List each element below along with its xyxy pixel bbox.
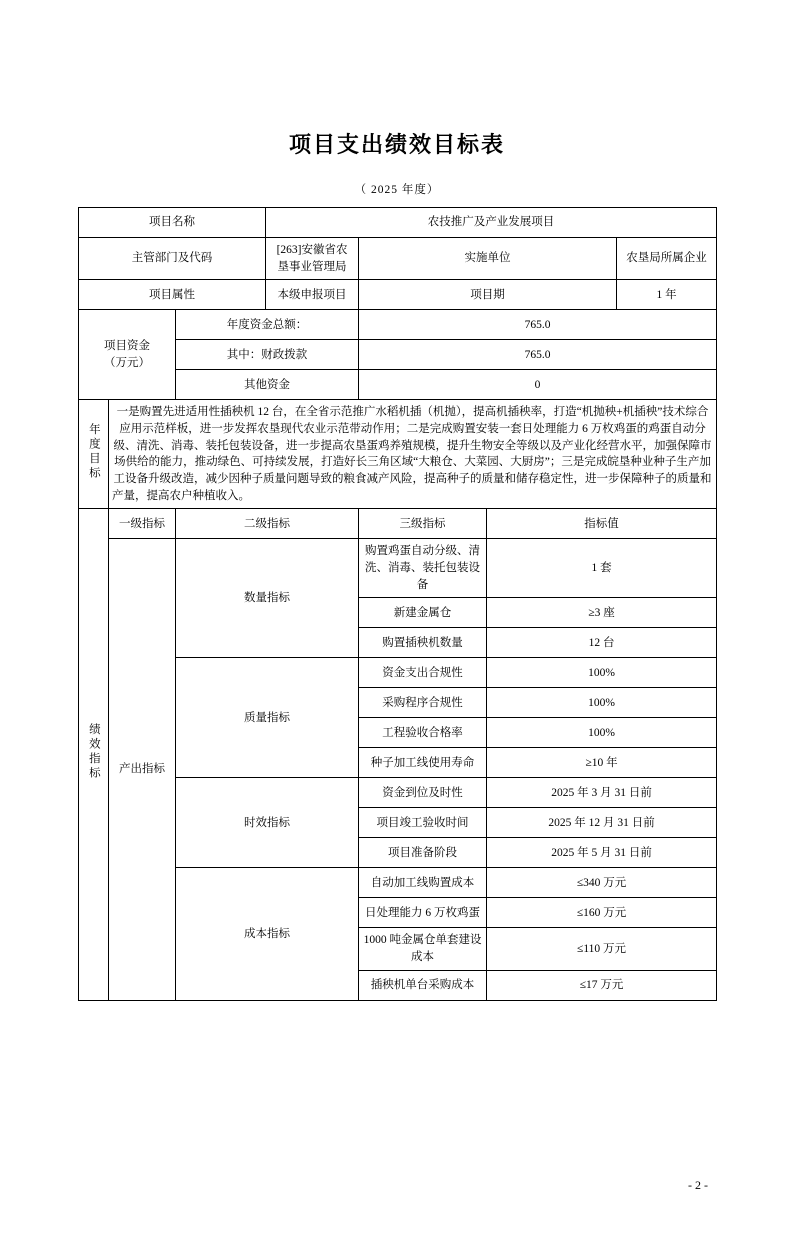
indicator-value: ≥10 年 <box>487 748 717 778</box>
indicator-value: ≤160 万元 <box>487 898 717 928</box>
level3-indicator-name: 种子加工线使用寿命 <box>359 748 487 778</box>
project-name-value: 农技推广及产业发展项目 <box>266 208 717 238</box>
performance-goal-table <box>78 207 717 1001</box>
funds-label-line1: 项目资金 <box>104 340 150 353</box>
indicator-value: 2025 年 12 月 31 日前 <box>487 808 717 838</box>
level2-quality-indicator: 质量指标 <box>176 658 359 778</box>
indicator-value: ≤17 万元 <box>487 970 717 1000</box>
level3-indicator-name: 1000 吨金属仓单套建设成本 <box>359 928 487 970</box>
level3-indicator-name: 采购程序合规性 <box>359 688 487 718</box>
level3-indicator-name: 购置插秧机数量 <box>359 628 487 658</box>
indicator-value: ≤110 万元 <box>487 928 717 970</box>
level3-indicator-name: 插秧机单台采购成本 <box>359 970 487 1000</box>
funds-fiscal-label: 其中：财政拨款 <box>176 340 359 370</box>
annual-goal-label <box>79 400 109 509</box>
indicator-value: ≤340 万元 <box>487 868 717 898</box>
col-header-level1: 一级指标 <box>109 509 176 539</box>
performance-indicator-label <box>79 509 109 1000</box>
col-header-level3: 三级指标 <box>359 509 487 539</box>
indicator-value: 2025 年 3 月 31 日前 <box>487 778 717 808</box>
table-row <box>79 310 717 340</box>
table-row <box>79 539 717 598</box>
period-value: 1 年 <box>617 280 717 310</box>
page-number: - 2 - <box>688 1178 708 1192</box>
funds-total-label: 年度资金总额： <box>176 310 359 340</box>
indicator-value: 12 台 <box>487 628 717 658</box>
level3-indicator-name: 资金支出合规性 <box>359 658 487 688</box>
page-subtitle: （ 2025 年度） <box>354 184 440 196</box>
level1-output-indicator: 产出指标 <box>109 539 176 1000</box>
table-row <box>79 400 717 509</box>
level2-cost-indicator: 成本指标 <box>176 868 359 1000</box>
indicator-value: 2025 年 5 月 31 日前 <box>487 838 717 868</box>
project-name-label: 项目名称 <box>79 208 266 238</box>
attribute-value: 本级申报项目 <box>266 280 359 310</box>
indicator-value: 1 套 <box>487 539 717 598</box>
annual-goal-label-text: 年度目标 <box>87 422 100 481</box>
page-title: 项目支出绩效目标表 <box>288 132 505 157</box>
level3-indicator-name: 自动加工线购置成本 <box>359 868 487 898</box>
level3-indicator-name: 项目竣工验收时间 <box>359 808 487 838</box>
indicator-value: 100% <box>487 688 717 718</box>
level3-indicator-name: 资金到位及时性 <box>359 778 487 808</box>
dept-value: [263]安徽省农垦事业管理局 <box>266 238 359 280</box>
table-row <box>79 238 717 280</box>
table-row <box>79 280 717 310</box>
level3-indicator-name: 工程验收合格率 <box>359 718 487 748</box>
indicator-value: 100% <box>487 658 717 688</box>
col-header-level2: 二级指标 <box>176 509 359 539</box>
table-row <box>79 208 717 238</box>
annual-goal-text: 一是购置先进适用性插秧机 12 台，在全省示范推广水稻机插（机抛），提高机插秧率，打造“机抛秧+机插秧”技术综合应用示范样板，进一步发挥农垦现代农业示范带动作用；二是完成购置安装一套日处理能力 6 万枚鸡蛋的鸡蛋自动分级、清洗、消毒、装托包装设备，进一步提高农垦蛋鸡养殖规模，提升生物安全等级以及产业化经营水平，加强保障市场供给的能力，推动绿色、可持续发展，打造好长三角区域“大粮仓、大菜园、大厨房”；三是完成皖垦种业种子生产加工设备升级改造，减少因种子质量问题导致的粮食减产风险，提高种子的质量和储存稳定性，进一步保障种子的质量和产量，提高农户种植收入。 <box>109 400 717 509</box>
funds-total-value: 765.0 <box>359 310 717 340</box>
funds-label <box>79 310 176 400</box>
indicator-value: ≥3 座 <box>487 598 717 628</box>
funds-other-label: 其他资金 <box>176 370 359 400</box>
level3-indicator-name: 项目准备阶段 <box>359 838 487 868</box>
impl-unit-label: 实施单位 <box>359 238 617 280</box>
impl-unit-value: 农垦局所属企业 <box>617 238 717 280</box>
indicator-value: 100% <box>487 718 717 748</box>
col-header-value: 指标值 <box>487 509 717 539</box>
level2-timeliness-indicator: 时效指标 <box>176 778 359 868</box>
performance-indicator-label-text: 绩效指标 <box>87 722 100 781</box>
funds-label-line2: （万元） <box>104 356 150 369</box>
level3-indicator-name: 新建金属仓 <box>359 598 487 628</box>
level2-quantity-indicator: 数量指标 <box>176 539 359 658</box>
document-page <box>0 128 794 1251</box>
attribute-label: 项目属性 <box>79 280 266 310</box>
level3-indicator-name: 购置鸡蛋自动分级、清洗、消毒、装托包装设备 <box>359 539 487 598</box>
funds-fiscal-value: 765.0 <box>359 340 717 370</box>
table-row <box>79 509 717 539</box>
funds-other-value: 0 <box>359 370 717 400</box>
level3-indicator-name: 日处理能力 6 万枚鸡蛋 <box>359 898 487 928</box>
dept-label: 主管部门及代码 <box>79 238 266 280</box>
period-label: 项目期 <box>359 280 617 310</box>
